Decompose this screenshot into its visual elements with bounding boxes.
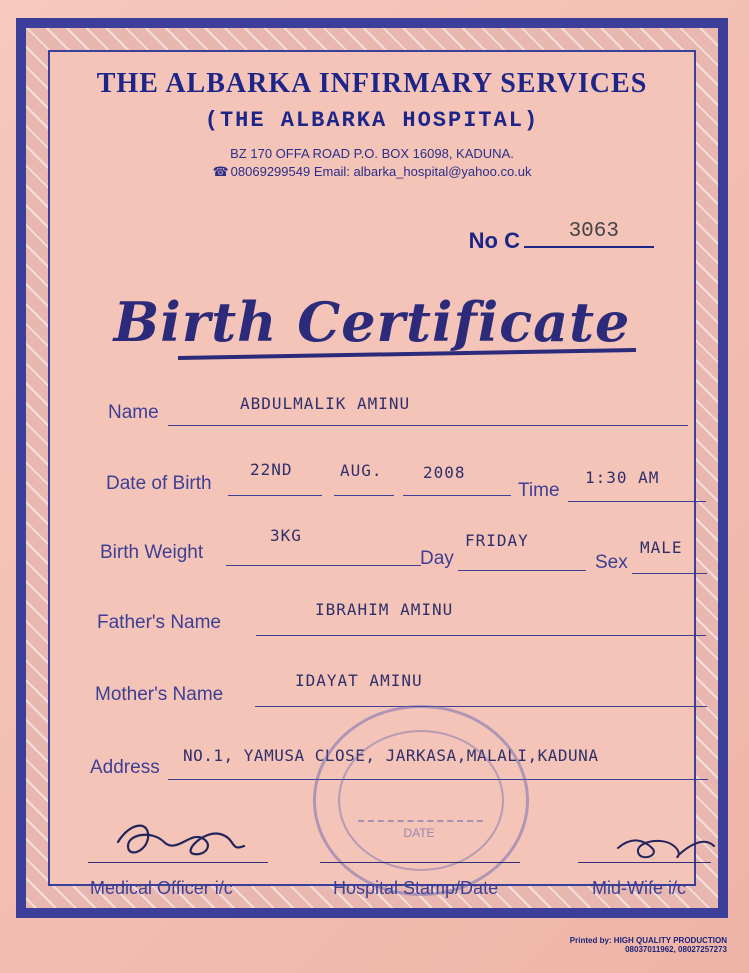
dob-year-value: 2008	[423, 463, 466, 482]
printer-footer	[570, 936, 727, 955]
dob-label: Date of Birth	[106, 473, 212, 494]
father-name-line	[256, 635, 706, 636]
certificate-number-value: 3063	[568, 220, 619, 243]
certificate-number-label	[469, 228, 654, 254]
midwife-label: Mid-Wife i/c	[592, 878, 686, 898]
sex-line	[632, 573, 707, 574]
certificate-border	[16, 18, 728, 918]
contact-text: 08069299549 Email: albarka_hospital@yahoo.co.uk	[230, 164, 532, 179]
hospital-address: BZ 170 OFFA ROAD P.O. BOX 16098, KADUNA.	[230, 146, 514, 161]
father-name-value: IBRAHIM AMINU	[315, 600, 454, 619]
dob-month-line	[334, 495, 394, 496]
sex-value: MALE	[640, 538, 683, 557]
phone-icon: ☎	[212, 164, 229, 179]
certificate-number-line	[524, 246, 654, 248]
day-value: FRIDAY	[465, 531, 529, 550]
hospital-contact	[50, 164, 694, 180]
dob-day-value: 22ND	[250, 460, 293, 479]
stamp-inner-ring	[338, 730, 504, 871]
address-value: NO.1, YAMUSA CLOSE, JARKASA,MALALI,KADUNA	[183, 746, 599, 765]
certificate-number-text: No C	[468, 228, 520, 253]
midwife-signature	[610, 822, 730, 872]
dob-year-line	[403, 495, 511, 496]
printed-phone: 08037011962, 08027257273	[625, 945, 727, 955]
mother-name-line	[255, 706, 707, 707]
mother-name-label: Mother's Name	[95, 684, 224, 705]
time-value: 1:30 AM	[585, 468, 660, 487]
dob-day-line	[228, 495, 322, 496]
birth-weight-value: 3KG	[270, 526, 302, 545]
certificate-title: Birth Certificate	[113, 290, 631, 354]
sex-label: Sex	[595, 552, 628, 573]
hospital-stamp-label: Hospital Stamp/Date	[333, 878, 499, 898]
dob-month-value: AUG.	[340, 461, 383, 480]
name-line	[168, 425, 688, 426]
day-label: Day	[420, 548, 454, 569]
name-label: Name	[108, 402, 159, 423]
father-name-label: Father's Name	[97, 612, 222, 633]
address-label: Address	[90, 757, 160, 778]
day-line	[458, 570, 586, 571]
stamp-date-text: DATE	[403, 826, 435, 840]
name-value: ABDULMALIK AMINU	[240, 394, 411, 413]
medical-officer-label: Medical Officer i/c	[90, 878, 233, 898]
mother-name-value: IDAYAT AMINU	[295, 671, 423, 690]
medical-officer-signature	[110, 812, 270, 872]
time-label: Time	[518, 480, 560, 501]
hospital-stamp	[313, 705, 529, 896]
birth-weight-line	[226, 565, 421, 566]
stamp-date-line	[358, 820, 483, 822]
hospital-name: THE ALBARKA INFIRMARY SERVICES	[96, 68, 648, 99]
birth-weight-label: Birth Weight	[100, 542, 204, 563]
time-line	[568, 501, 706, 502]
hospital-subtitle: (THE ALBARKA HOSPITAL)	[204, 108, 540, 133]
printed-by: Printed by: HIGH QUALITY PRODUCTION	[569, 935, 727, 945]
hospital-stamp-signature-line	[320, 862, 520, 863]
certificate-panel	[48, 50, 696, 898]
